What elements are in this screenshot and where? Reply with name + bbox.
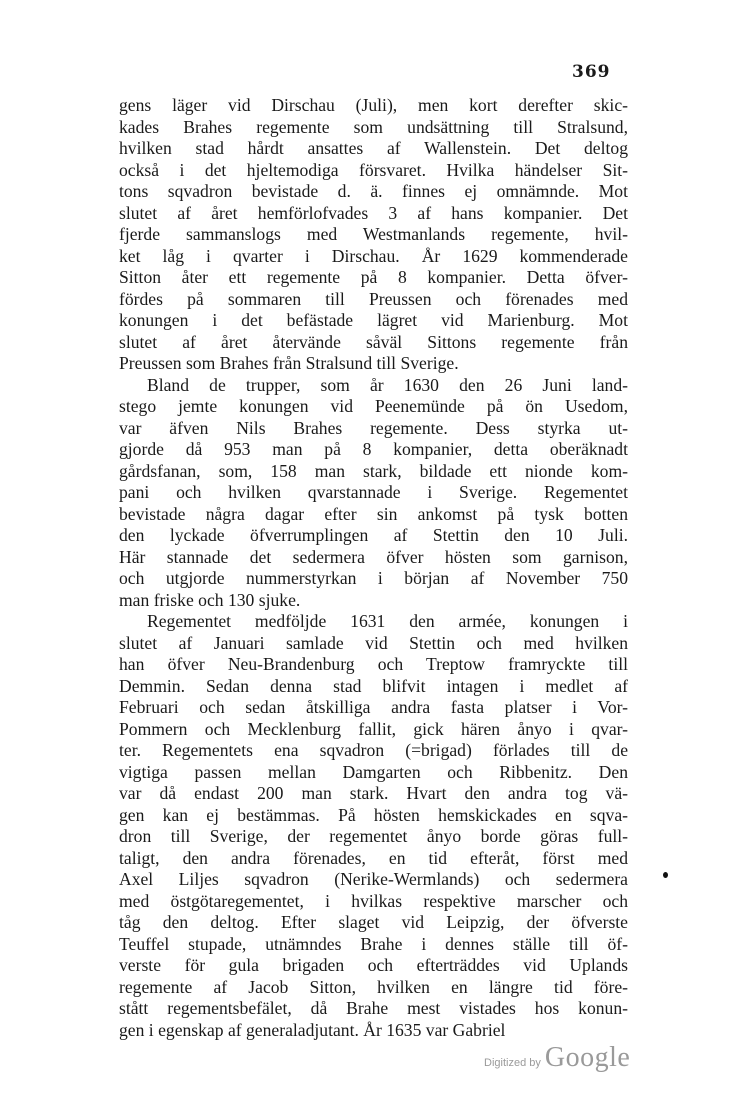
- text-line: ket låg i qvarter i Dirschau. År 1629 kommenderade: [119, 245, 628, 266]
- text-line: slutet af Januari samlade vid Stettin och med hvilken: [119, 632, 628, 653]
- text-line: tons sqvadron bevistade d. ä. finnes ej omnämnde. Mot: [119, 181, 628, 201]
- text-line: Axel Liljes sqvadron (Nerike-Wermlands) och sedermera: [119, 869, 628, 889]
- text-line: var då endast 200 man stark. Hvart den andra tog vä-: [119, 783, 628, 803]
- text-line: dron till Sverige, der regementet ånyo borde göras full-: [119, 826, 628, 846]
- digitized-by-google-stamp: [484, 1042, 630, 1074]
- text-line: Demmin. Sedan denna stad blifvit intagen i medlet af: [119, 675, 628, 696]
- text-line: stego jemte konungen vid Peenemünde på ön Usedom,: [119, 396, 628, 416]
- text-line: tåg den deltog. Efter slaget vid Leipzig, der öfverste: [119, 912, 628, 932]
- text-line: Bland de trupper, som år 1630 den 26 Juni land-: [147, 374, 628, 395]
- text-line: gjorde då 953 man på 8 kompanier, detta oberäknadt: [119, 439, 628, 459]
- text-line: man friske och 130 sjuke.: [119, 589, 301, 610]
- text-line: gårdsfanan, som, 158 man stark, bildade ett nionde kom-: [119, 460, 628, 481]
- text-line: gen i egenskap af generaladjutant. År 1635 var Gabriel: [119, 1019, 506, 1040]
- text-line: han öfver Neu-Brandenburg och Treptow framryckte till: [119, 654, 628, 674]
- text-line: verste för gula brigaden och efterträddes vid Uplands: [119, 955, 628, 975]
- text-line: gen kan ej bestämmas. På hösten hemskickades en sqva-: [119, 804, 628, 825]
- text-line: fördes på sommaren till Preussen och förenades med: [119, 288, 628, 309]
- body-text: [119, 95, 628, 1041]
- text-line: Regementet medföljde 1631 den armée, konungen i: [147, 611, 628, 631]
- margin-mark: [663, 872, 668, 878]
- text-line: vigtiga passen mellan Damgarten och Ribbenitz. Den: [119, 761, 628, 782]
- text-line: hvilken stad hårdt ansattes af Wallenstein. Det deltog: [119, 138, 628, 158]
- text-line: taligt, den andra förenades, en tid efteråt, först med: [119, 847, 628, 868]
- page-number: 369: [572, 62, 611, 82]
- text-line: pani och hvilken qvarstannade i Sverige. Regementet: [119, 482, 628, 502]
- text-line: också i det hjeltemodiga försvaret. Hvilka händelser Sit-: [119, 159, 628, 180]
- text-line: med östgötaregementet, i hvilkas respektive marscher och: [119, 890, 628, 911]
- text-line: gens läger vid Dirschau (Juli), men kort derefter skic-: [119, 95, 628, 115]
- text-line: ter. Regementets ena sqvadron (=brigad) förlades till de: [119, 740, 628, 760]
- text-line: Pommern och Mecklenburg fallit, gick hären ånyo i qvar-: [119, 718, 628, 739]
- text-line: den lyckade öfverrumplingen af Stettin den 10 Juli.: [119, 525, 628, 545]
- text-line: Februari och sedan åtskilliga andra fasta platser i Vor-: [119, 697, 628, 717]
- text-line: Teuffel stupade, utnämndes Brahe i dennes ställe till öf-: [119, 933, 628, 954]
- text-line: var äfven Nils Brahes regemente. Dess styrka ut-: [119, 417, 628, 438]
- digitized-by-label: Digitized by: [484, 1057, 541, 1069]
- text-line: Här stannade det sedermera öfver hösten som garnison,: [119, 546, 628, 567]
- text-line: bevistade några dagar efter sin ankomst på tysk botten: [119, 503, 628, 524]
- text-line: fjerde sammanslogs med Westmanlands regemente, hvil-: [119, 224, 628, 244]
- text-line: och utgjorde nummerstyrkan i början af November 750: [119, 568, 628, 588]
- text-line: slutet af året hemförlofvades 3 af hans kompanier. Det: [119, 202, 628, 223]
- text-line: konungen i det befästade lägret vid Marienburg. Mot: [119, 310, 628, 330]
- text-line: kades Brahes regemente som undsättning till Stralsund,: [119, 116, 628, 137]
- text-line: regemente af Jacob Sitton, hvilken en längre tid före-: [119, 976, 628, 997]
- text-line: Sitton åter ett regemente på 8 kompanier. Detta öfver-: [119, 267, 628, 287]
- text-line: slutet af året återvände såväl Sittons regemente från: [119, 331, 628, 352]
- text-line: stått regementsbefälet, då Brahe mest vistades hos konun-: [119, 998, 628, 1018]
- text-line: Preussen som Brahes från Stralsund till Sverige.: [119, 353, 459, 373]
- google-label: Google: [544, 1042, 631, 1073]
